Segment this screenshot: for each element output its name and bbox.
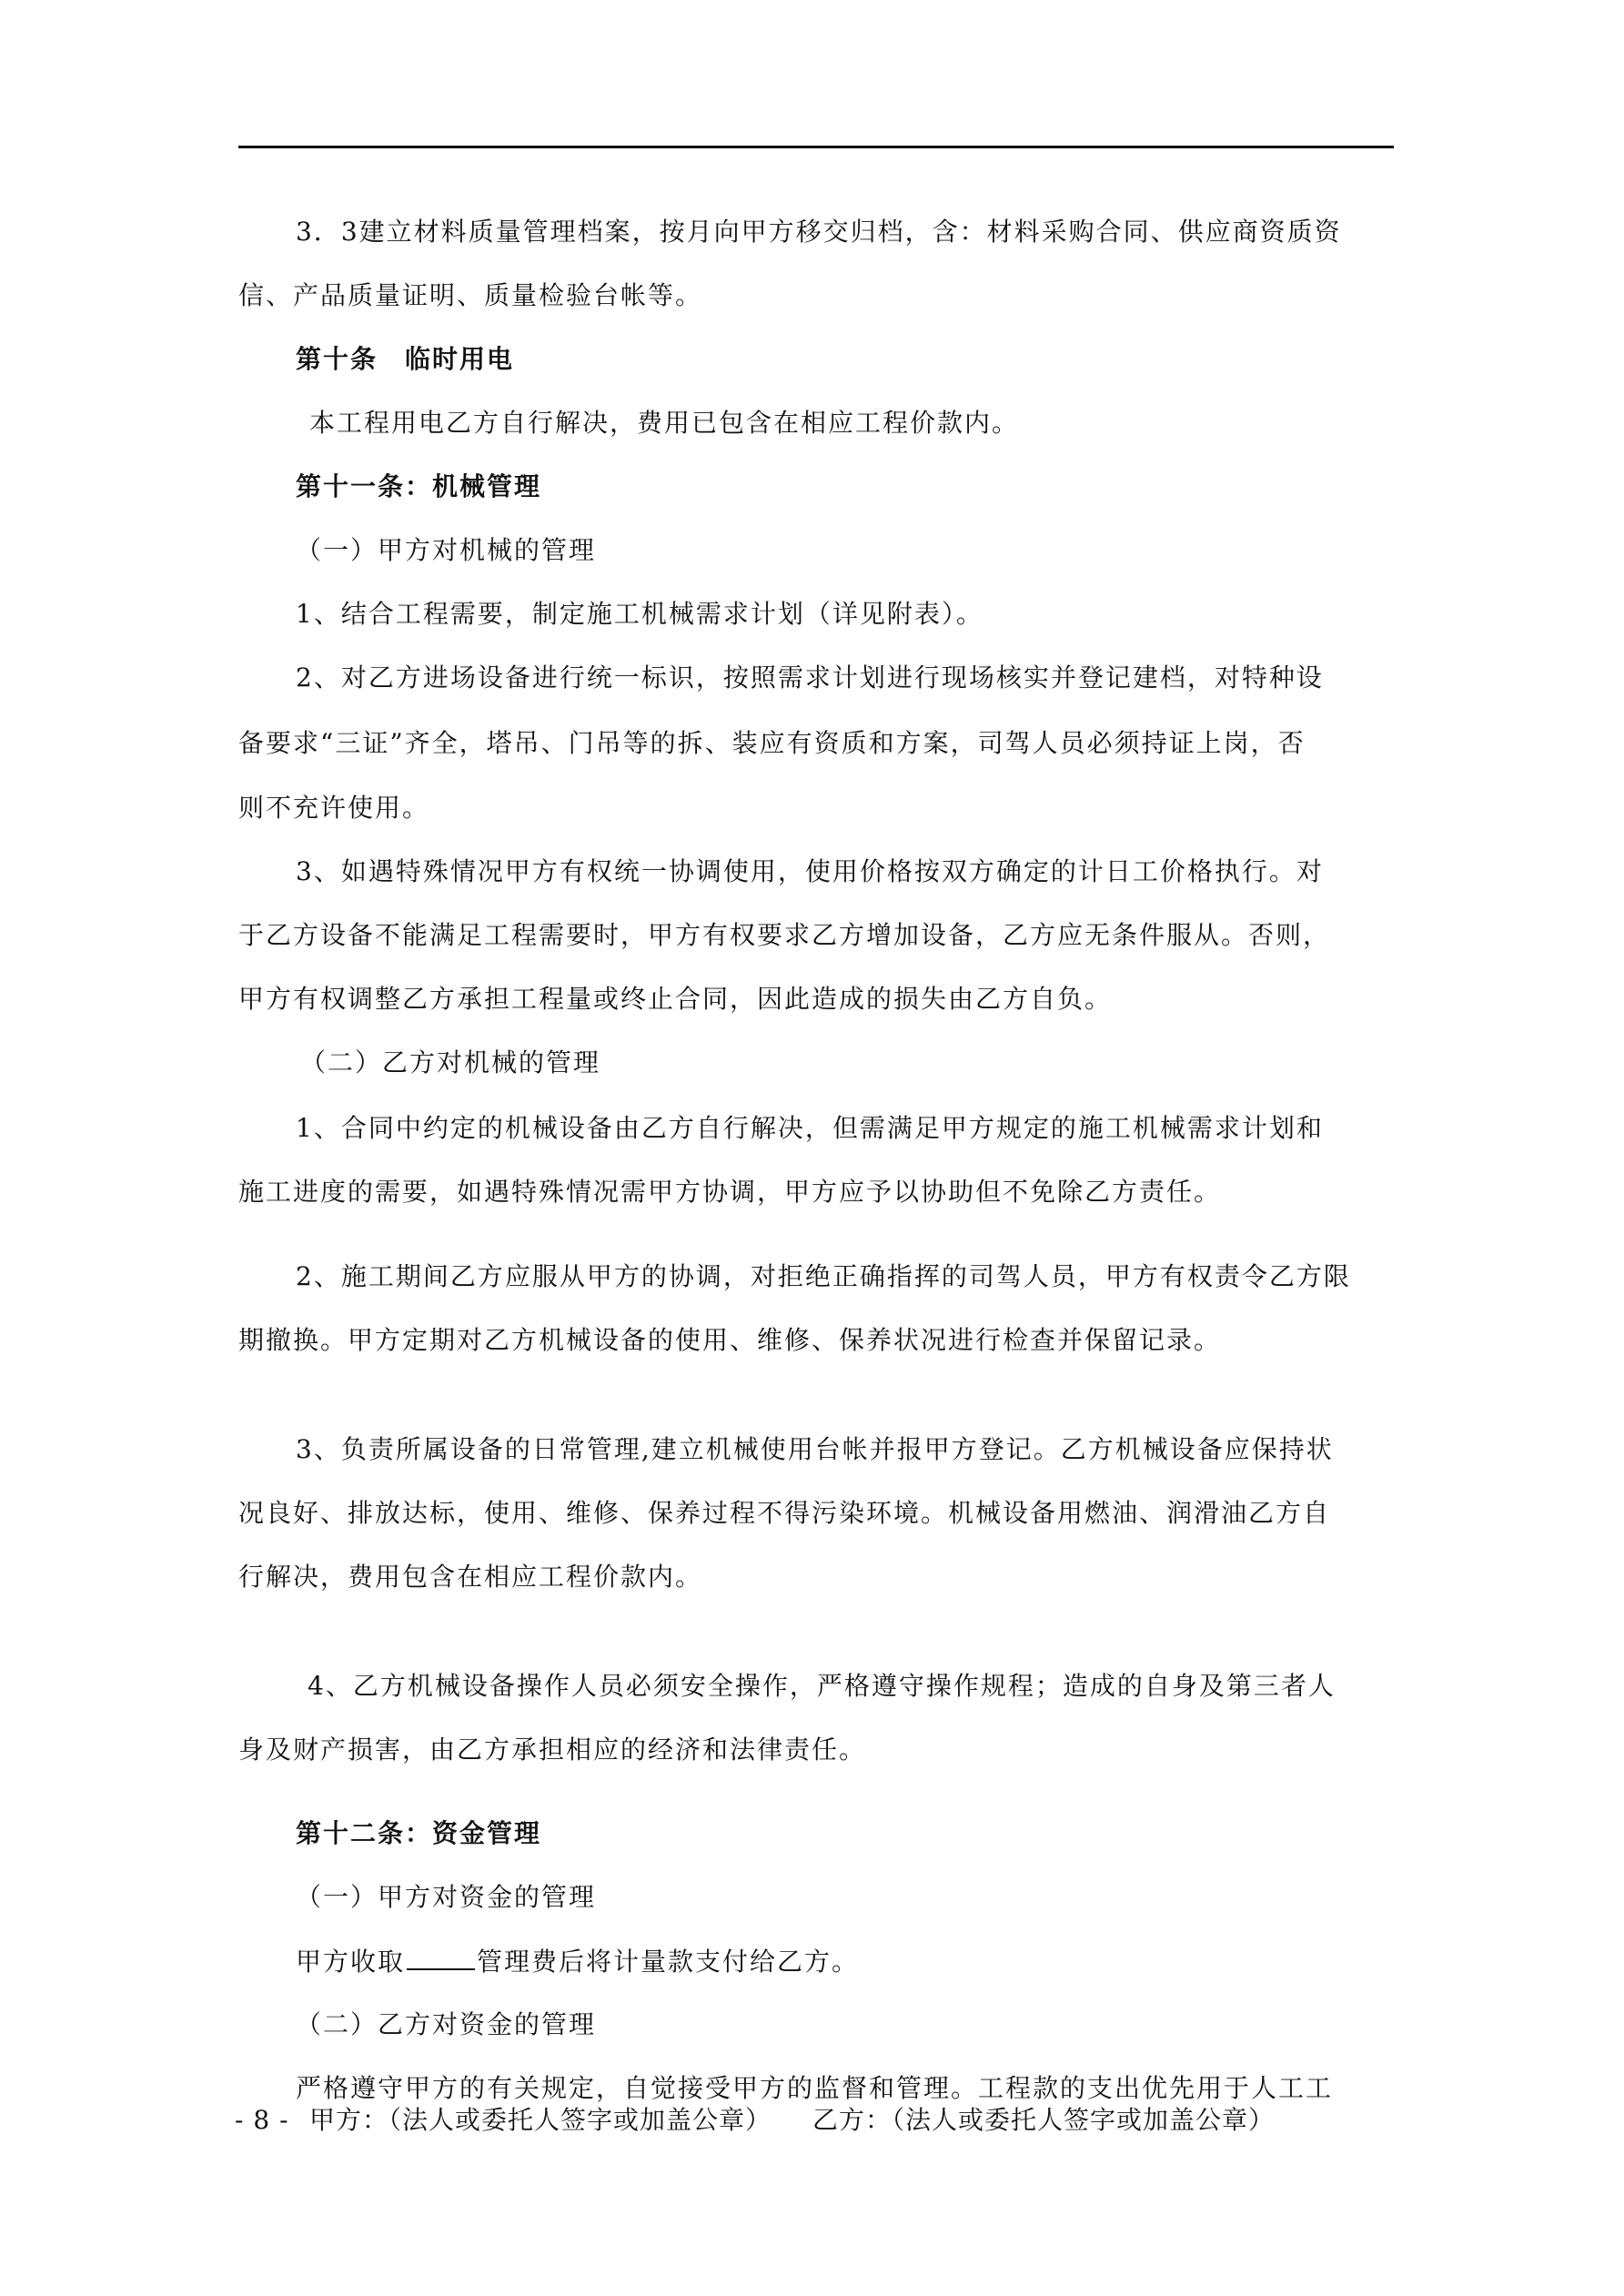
paragraph-line: 2、对乙方进场设备进行统一标识，按照需求计划进行现场核实并登记建档，对特种设 <box>296 663 1324 693</box>
paragraph-line: 本工程用电乙方自行解决，费用已包含在相应工程价款内。 <box>309 408 1020 438</box>
paragraph-line: 4、乙方机械设备操作人员必须安全操作，严格遵守操作规程；造成的自身及第三者人 <box>308 1671 1336 1701</box>
section-heading: 第十二条：资金管理 <box>296 1818 542 1848</box>
paragraph-line: 甲方有权调整乙方承担工程量或终止合同，因此造成的损失由乙方自负。 <box>238 984 1113 1014</box>
paragraph-line: 信、产品质量证明、质量检验台帐等。 <box>238 280 703 310</box>
header-rule <box>238 146 1394 148</box>
paragraph-line: 2、施工期间乙方应服从甲方的协调，对拒绝正确指挥的司驾人员，甲方有权责令乙方限 <box>296 1261 1351 1291</box>
fee-line <box>296 1943 859 1979</box>
paragraph-line: 行解决，费用包含在相应工程价款内。 <box>238 1562 703 1592</box>
paragraph-line: 则不充许使用。 <box>238 793 430 823</box>
page-number: - 8 - <box>235 2105 289 2135</box>
subsection-heading: （一）甲方对机械的管理 <box>296 535 597 565</box>
fee-line-prefix: 甲方收取 <box>296 1947 406 1977</box>
paragraph-line: 3、负责所属设备的日常管理,建立机械使用台帐并报甲方登记。乙方机械设备应保持状 <box>296 1434 1334 1464</box>
paragraph-line: 3、如遇特殊情况甲方有权统一协调使用，使用价格按双方确定的计日工价格执行。对 <box>296 856 1324 886</box>
paragraph-line: 于乙方设备不能满足工程需要时，甲方有权要求乙方增加设备，乙方应无条件服从。否则， <box>238 920 1331 950</box>
paragraph-line: 严格遵守甲方的有关规定，自觉接受甲方的监督和管理。工程款的支出优先用于人工工 <box>296 2073 1334 2103</box>
subsection-heading: （一）甲方对资金的管理 <box>296 1882 597 1912</box>
fee-line-suffix: 管理费后将计量款支付给乙方。 <box>477 1947 860 1977</box>
paragraph-line: 期撤换。甲方定期对乙方机械设备的使用、维修、保养状况进行检查并保留记录。 <box>238 1325 1222 1355</box>
party-a-signature: 甲方：（法人或委托人签字或加盖公章） <box>309 2105 772 2135</box>
paragraph-line: 3．3建立材料质量管理档案，按月向甲方移交归档，含：材料采购合同、供应商资质资 <box>296 217 1342 247</box>
party-b-signature: 乙方：（法人或委托人签字或加盖公章） <box>812 2105 1276 2135</box>
paragraph-line: 1、结合工程需要，制定施工机械需求计划（详见附表）。 <box>296 599 983 629</box>
section-heading: 第十条 临时用电 <box>296 344 515 374</box>
section-heading: 第十一条：机械管理 <box>296 471 542 501</box>
paragraph-line: 1、合同中约定的机械设备由乙方自行解决，但需满足甲方规定的施工机械需求计划和 <box>296 1113 1324 1143</box>
fee-blank <box>407 1943 475 1970</box>
paragraph-line: 施工进度的需要，如遇特殊情况需甲方协调，甲方应予以协助但不免除乙方责任。 <box>238 1177 1222 1207</box>
paragraph-line: 身及财产损害，由乙方承担相应的经济和法律责任。 <box>238 1735 867 1765</box>
paragraph-line: 况良好、排放达标，使用、维修、保养过程不得污染环境。机械设备用燃油、润滑油乙方自 <box>238 1498 1331 1528</box>
subsection-heading: （二）乙方对资金的管理 <box>296 2009 597 2039</box>
subsection-heading: （二）乙方对机械的管理 <box>300 1047 601 1077</box>
paragraph-line: 备要求“三证”齐全，塔吊、门吊等的拆、装应有资质和方案，司驾人员必须持证上岗，否 <box>238 728 1306 758</box>
